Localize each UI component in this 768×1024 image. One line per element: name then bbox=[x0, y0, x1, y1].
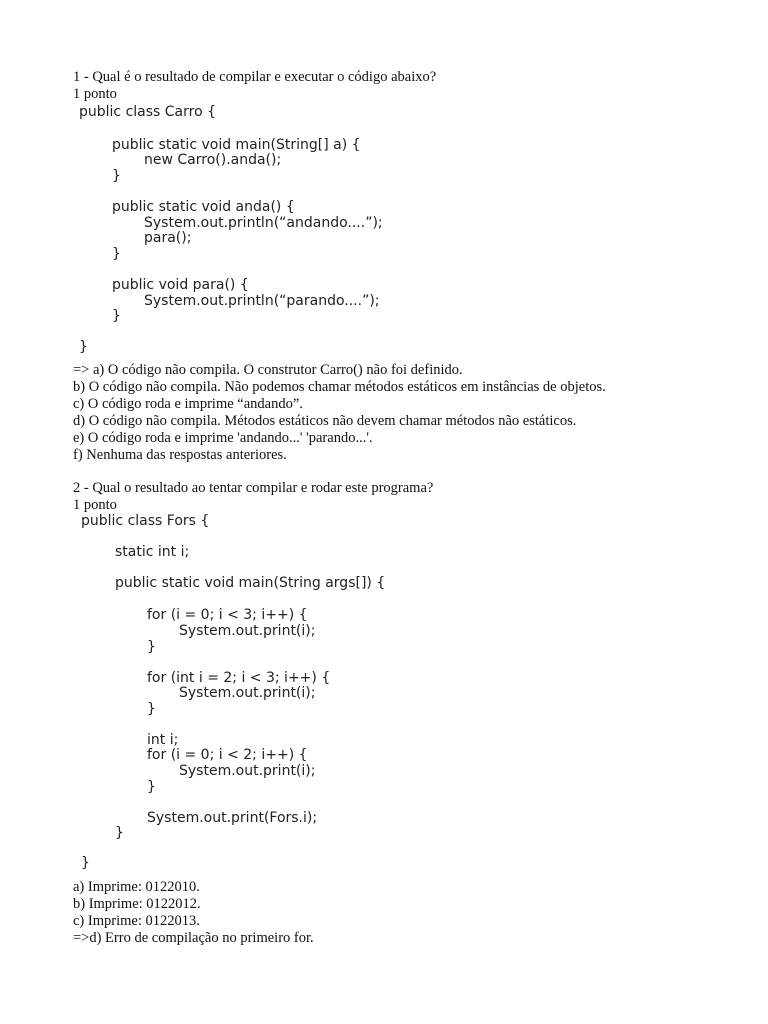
code-line: } bbox=[112, 246, 121, 262]
code-line: public static void main(String args[]) { bbox=[115, 575, 386, 591]
question-1-title: 1 - Qual é o resultado de compilar e executar o código abaixo? bbox=[73, 69, 437, 85]
option-b: b) O código não compila. Não podemos chamar métodos estáticos em instâncias de objetos. bbox=[73, 379, 606, 395]
question-2-options bbox=[73, 879, 314, 947]
option-e: e) O código roda e imprime 'andando...' 'parando...'. bbox=[73, 430, 373, 446]
question-1-points: 1 ponto bbox=[73, 86, 117, 102]
option-a: => a) O código não compila. O construtor Carro() não foi definido. bbox=[73, 362, 463, 378]
option-b: b) Imprime: 0122012. bbox=[73, 896, 201, 912]
option-d: =>d) Erro de compilação no primeiro for. bbox=[73, 930, 314, 946]
question-1-options bbox=[73, 362, 606, 464]
code-line: for (i = 0; i < 2; i++) { bbox=[147, 747, 308, 763]
code-line: } bbox=[147, 701, 156, 717]
code-line: } bbox=[81, 855, 90, 871]
code-line: } bbox=[115, 825, 124, 841]
code-line: para(); bbox=[144, 230, 192, 246]
code-line: System.out.println(“andando....”); bbox=[144, 215, 383, 231]
code-line: for (int i = 2; i < 3; i++) { bbox=[147, 670, 331, 686]
code-line: new Carro().anda(); bbox=[144, 152, 282, 168]
option-f: f) Nenhuma das respostas anteriores. bbox=[73, 447, 287, 463]
code-line: public void para() { bbox=[112, 277, 249, 293]
code-line: } bbox=[112, 168, 121, 184]
question-1-code bbox=[79, 104, 383, 355]
question-2-code bbox=[81, 513, 386, 871]
code-line: } bbox=[147, 779, 156, 795]
option-a: a) Imprime: 0122010. bbox=[73, 879, 200, 895]
code-line: public class Carro { bbox=[79, 104, 217, 120]
code-line: public class Fors { bbox=[81, 513, 210, 529]
code-line: for (i = 0; i < 3; i++) { bbox=[147, 607, 308, 623]
code-line: } bbox=[79, 339, 88, 355]
code-line: System.out.println(“parando....”); bbox=[144, 293, 380, 309]
code-line: System.out.print(i); bbox=[179, 623, 316, 639]
code-line: int i; bbox=[147, 732, 179, 748]
option-c: c) Imprime: 0122013. bbox=[73, 913, 200, 929]
question-1-header bbox=[73, 69, 436, 103]
question-2-title: 2 - Qual o resultado ao tentar compilar e rodar este programa? bbox=[73, 480, 434, 496]
code-line: public static void anda() { bbox=[112, 199, 295, 215]
code-line: System.out.print(Fors.i); bbox=[147, 810, 318, 826]
question-2-header bbox=[73, 480, 433, 514]
code-line: System.out.print(i); bbox=[179, 763, 316, 779]
code-line: } bbox=[147, 639, 156, 655]
code-line: System.out.print(i); bbox=[179, 685, 316, 701]
option-d: d) O código não compila. Métodos estáticos não devem chamar métodos não estáticos. bbox=[73, 413, 577, 429]
question-2-points: 1 ponto bbox=[73, 497, 117, 513]
code-line: public static void main(String[] a) { bbox=[112, 137, 361, 153]
code-line: static int i; bbox=[115, 544, 190, 560]
code-line: } bbox=[112, 308, 121, 324]
option-c: c) O código roda e imprime “andando”. bbox=[73, 396, 303, 412]
